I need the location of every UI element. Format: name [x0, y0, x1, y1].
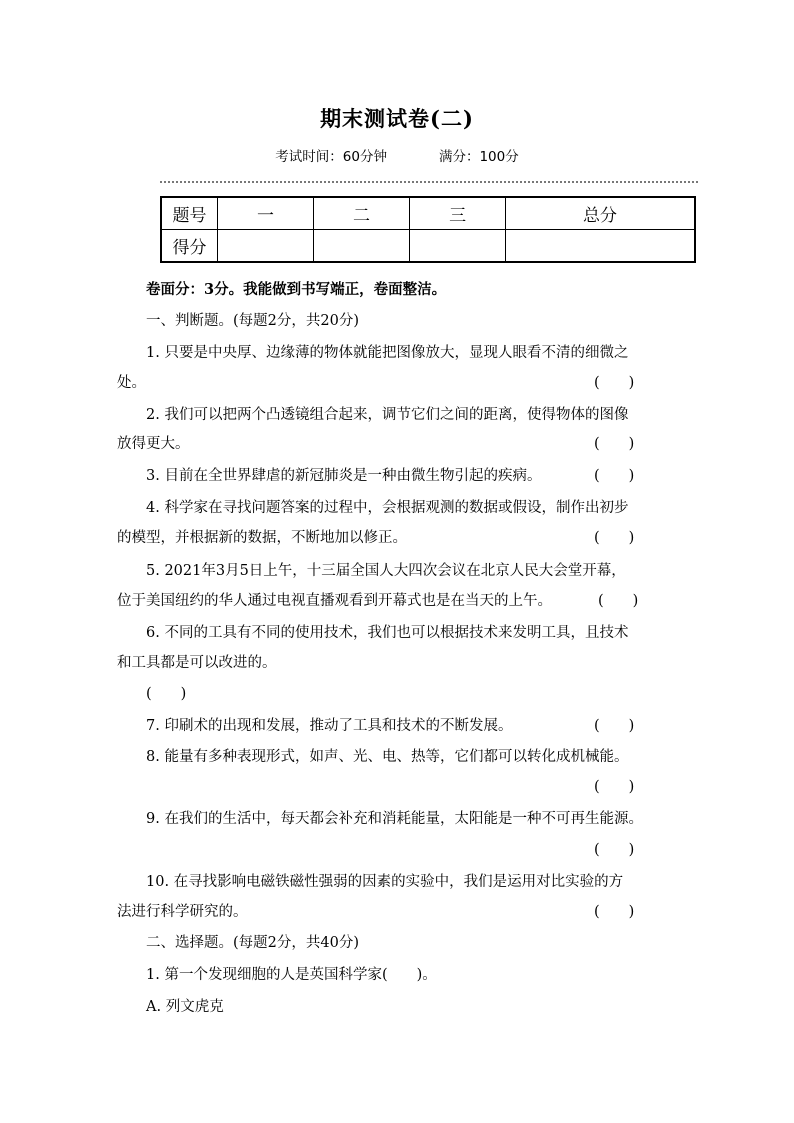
question-4-line2: 的模型，并根据新的数据，不断地加以修正。 — [117, 530, 407, 546]
score-table-header-cell: 总分 — [506, 197, 695, 230]
answer-blank-8[interactable]: ( ) — [594, 779, 635, 795]
section2-title: 二、选择题。 — [146, 935, 233, 951]
question-3: 3. 目前在全世界肆虐的新冠肺炎是一种由微生物引起的疾病。 — [146, 468, 542, 484]
question-5-line2: 位于美国纽约的华人通过电视直播观看到开幕式也是在当天的上午。 — [117, 593, 552, 609]
question-10-line1: 10. 在寻找影响电磁铁磁性强弱的因素的实验中，我们是运用对比实验的方 — [146, 874, 624, 890]
answer-blank-7[interactable]: ( ) — [594, 718, 635, 734]
answer-blank-2[interactable]: ( ) — [594, 436, 635, 452]
score-cell[interactable] — [410, 230, 506, 263]
score-cell[interactable] — [506, 230, 695, 263]
question-4-line1: 4. 科学家在寻找问题答案的过程中，会根据观测的数据或假设，制作出初步 — [146, 500, 629, 516]
section1-points: (每题2分，共20分) — [233, 313, 359, 329]
choice-option-a[interactable]: A. 列文虎克 — [146, 999, 224, 1015]
exam-info — [0, 145, 794, 165]
score-table — [160, 196, 696, 263]
section1-heading — [146, 311, 359, 331]
section1-title: 一、判断题。 — [146, 313, 233, 329]
question-2-line1: 2. 我们可以把两个凸透镜组合起来，调节它们之间的距离，使得物体的图像 — [146, 407, 629, 423]
question-6-line2: 和工具都是可以改进的。 — [117, 655, 277, 671]
question-8: 8. 能量有多种表现形式，如声、光、电、热等，它们都可以转化成机械能。 — [146, 749, 629, 765]
question-10-line2: 法进行科学研究的。 — [117, 904, 248, 920]
answer-blank-6[interactable]: ( ) — [146, 686, 187, 702]
question-7: 7. 印刷术的出现和发展，推动了工具和技术的不断发展。 — [146, 718, 513, 734]
answer-blank-3[interactable]: ( ) — [594, 468, 635, 484]
question-6-line1: 6. 不同的工具有不同的使用技术，我们也可以根据技术来发明工具，且技术 — [146, 625, 629, 641]
score-table-header-cell: 一 — [218, 197, 314, 230]
answer-blank-1[interactable]: ( ) — [594, 375, 635, 391]
section2-heading — [146, 933, 359, 953]
score-table-header-cell: 二 — [314, 197, 410, 230]
answer-blank-5[interactable]: ( ) — [598, 593, 639, 609]
full-score: 满分：100分 — [438, 149, 519, 165]
question-5-line1: 5. 2021年3月5日上午，十三届全国人大四次会议在北京人民大会堂开幕， — [146, 563, 626, 579]
score-table-header-row — [161, 197, 695, 230]
answer-blank-4[interactable]: ( ) — [594, 530, 635, 546]
answer-blank-10[interactable]: ( ) — [594, 904, 635, 920]
question-1-line1: 1. 只要是中央厚、边缘薄的物体就能把图像放大，显现人眼看不清的细微之 — [146, 345, 629, 361]
score-row-label: 得分 — [161, 230, 218, 263]
score-cell[interactable] — [218, 230, 314, 263]
score-table-header-cell: 三 — [410, 197, 506, 230]
question-9: 9. 在我们的生活中，每天都会补充和消耗能量，太阳能是一种不可再生能源。 — [146, 811, 643, 827]
dotted-divider — [160, 181, 698, 183]
score-table-score-row — [161, 230, 695, 263]
score-table-header-cell: 题号 — [161, 197, 218, 230]
question-1-line2: 处。 — [117, 375, 146, 391]
answer-blank-9[interactable]: ( ) — [594, 842, 635, 858]
page-title: 期末测试卷(二) — [320, 106, 474, 131]
exam-time: 考试时间：60分钟 — [275, 149, 387, 165]
score-cell[interactable] — [314, 230, 410, 263]
section2-points: (每题2分，共40分) — [233, 935, 359, 951]
question-2-line2: 放得更大。 — [117, 436, 190, 452]
choice-question-1: 1. 第一个发现细胞的人是英国科学家( )。 — [146, 967, 437, 983]
neatness-note: 卷面分：3分。我能做到书写端正，卷面整洁。 — [146, 281, 447, 298]
